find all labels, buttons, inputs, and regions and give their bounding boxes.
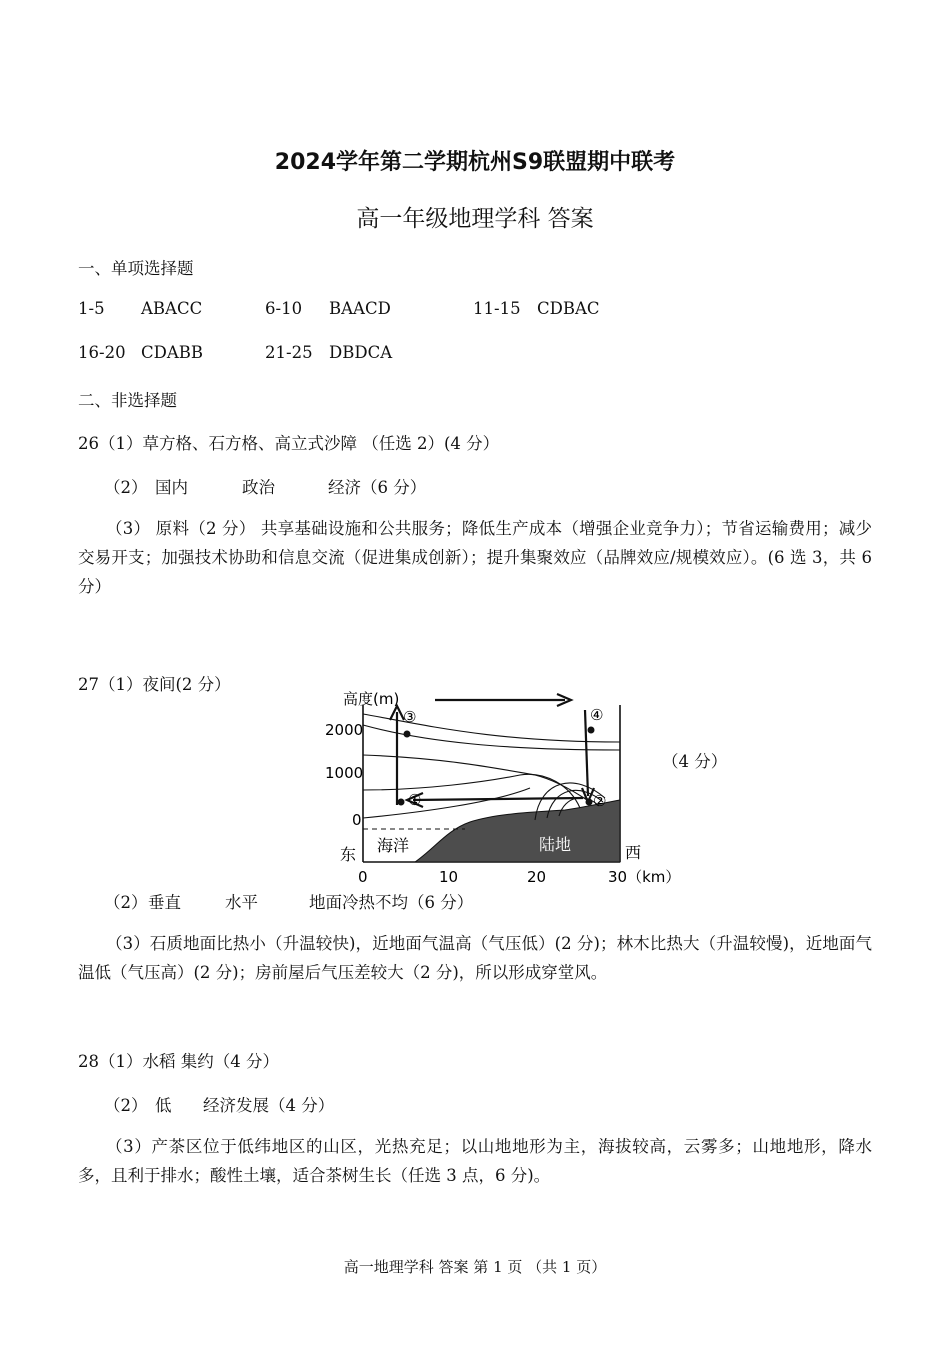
isobar <box>363 714 620 742</box>
diagram-score: （4 分） <box>662 752 728 771</box>
point-3-marker <box>404 731 411 738</box>
q26-part2-b: 政治 <box>242 478 275 497</box>
answer-range: 6-10 <box>265 299 303 318</box>
point-2-marker <box>586 799 593 806</box>
section2-heading: 二、非选择题 <box>78 391 177 410</box>
descending-arrow <box>585 710 588 796</box>
point-3-label: ③ <box>403 708 417 726</box>
q28-part2-b: 经济发展（4 分） <box>203 1096 335 1115</box>
q26-part1: 26（1）草方格、石方格、高立式沙障 （任选 2）(4 分） <box>78 434 500 453</box>
q26-part2-num: （2） <box>104 478 148 497</box>
q27-part2-c: 地面冷热不均（6 分） <box>309 893 474 912</box>
answer-value: BAACD <box>329 299 391 318</box>
east-label: 东 <box>340 845 357 864</box>
page-title: 2024学年第二学期杭州S9联盟期中联考 <box>274 150 676 175</box>
page-footer: 高一地理学科 答案 第 1 页 （共 1 页） <box>343 1258 607 1276</box>
section1-heading: 一、单项选择题 <box>78 259 194 278</box>
answer-range: 11-15 <box>473 299 521 318</box>
ocean-label: 海洋 <box>377 836 410 855</box>
isobar <box>363 725 620 750</box>
q28-part1: 28（1）水稻 集约（4 分） <box>78 1052 279 1071</box>
y-tick: 1000 <box>325 764 364 782</box>
y-tick: 2000 <box>325 721 364 739</box>
y-tick: 0 <box>352 811 362 829</box>
isobar <box>363 788 530 818</box>
q28-part3: （3）产茶区位于低纬地区的山区，光热充足；以山地地形为主，海拔较高，云雾多；山地地形，降水多，且利于排水；酸性土壤，适合茶树生长（任选 3 点，6 分)。 <box>78 1137 872 1185</box>
sea-land-breeze-diagram <box>325 680 681 890</box>
q27-part3: （3）石质地面比热小（升温较快)，近地面气温高（气压低）(2 分)；林木比热大（升温较慢)，近地面气温低（气压高）(2 分)；房前屋后气压差较大（2 分)，所以形成穿堂风。 <box>78 934 872 982</box>
answer-value: ABACC <box>141 299 203 318</box>
answer-range: 16-20 <box>78 343 126 362</box>
answer-value: DBDCA <box>329 343 393 362</box>
point-2-label: ② <box>593 792 607 810</box>
q27-part2-b: 水平 <box>225 893 258 912</box>
land-label: 陆地 <box>539 835 572 854</box>
answer-value: CDBAC <box>537 299 600 318</box>
x-tick: 30（km） <box>608 868 681 886</box>
land-mass <box>415 800 620 862</box>
q28-part2-num: （2） <box>104 1096 148 1115</box>
surface-flow-arrow <box>413 798 583 800</box>
x-tick: 10 <box>439 868 459 886</box>
y-axis-label: 高度(m) <box>343 690 400 708</box>
q27-part1: 27（1）夜间(2 分） <box>78 675 231 694</box>
west-label: 西 <box>625 843 642 862</box>
point-1-label: ① <box>408 791 422 809</box>
answer-value: CDABB <box>141 343 204 362</box>
point-4-marker <box>588 727 595 734</box>
x-tick: 0 <box>358 868 368 886</box>
q26-part2-c: 经济（6 分） <box>328 478 427 497</box>
q27-part2-num: （2） <box>104 893 148 912</box>
q28-part2-a: 低 <box>155 1096 172 1115</box>
q26-part2-a: 国内 <box>155 478 188 497</box>
x-tick: 20 <box>527 868 547 886</box>
point-1-marker <box>398 799 405 806</box>
answer-range: 21-25 <box>265 343 313 362</box>
point-4-label: ④ <box>590 706 604 724</box>
answer-range: 1-5 <box>78 299 105 318</box>
q27-part2-a: 垂直 <box>148 893 181 912</box>
page-subtitle: 高一年级地理学科 答案 <box>356 206 594 232</box>
q26-part3: （3） 原料（2 分） 共享基础设施和公共服务；降低生产成本（增强企业竞争力）；节省运输费用；减少交易开支；加强技术协助和信息交流（促进集成创新）；提升集聚效应（品牌效应/规模效应）。(6 选 3，共 6 分） <box>78 519 872 596</box>
